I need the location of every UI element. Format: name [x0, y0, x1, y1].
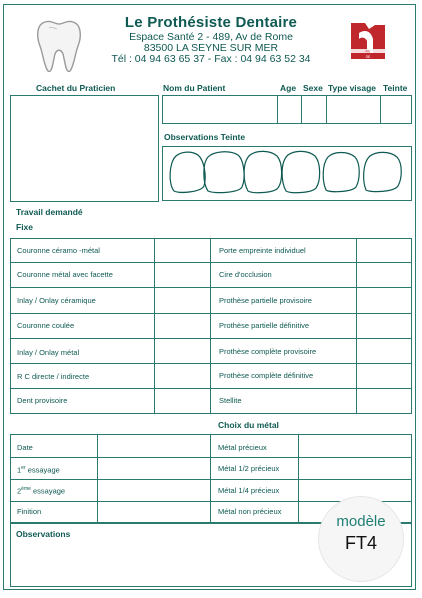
- work-item-partielle-provisoire: Prothèse partielle provisoire: [219, 296, 312, 305]
- age-label: Age: [280, 83, 297, 93]
- choix-metal-label: Choix du métal: [218, 420, 279, 430]
- teinte-divider: [380, 95, 381, 124]
- work-item-partielle-definitive: Prothèse partielle définitive: [219, 321, 310, 330]
- work-grid-row-line: [10, 287, 412, 288]
- cachet-label: Cachet du Praticien: [36, 83, 116, 93]
- work-item-inlay-onlay-ceramique: Inlay / Onlay céramique: [17, 296, 96, 305]
- work-item-couronne-ceramo-metal: Couronne céramo -métal: [17, 246, 100, 255]
- lab-address-city: 83500 LA SEYNE SUR MER: [143, 42, 279, 54]
- work-item-couronne-metal-facette: Couronne métal avec facette: [17, 270, 113, 279]
- patient-info-box: [162, 95, 412, 124]
- teeth-outline-icon: [162, 146, 412, 201]
- age-divider: [277, 95, 278, 124]
- schedule-finition: Finition: [17, 507, 42, 516]
- schedule-grid-row-line: [10, 479, 412, 480]
- teinte-label: Teinte: [383, 83, 408, 93]
- schedule-date: Date: [17, 443, 33, 452]
- lab-phone-fax: Tél : 04 94 63 65 37 - Fax : 04 94 63 52 34: [111, 53, 311, 65]
- work-item-complete-provisoire: Prothèse complète provisoire: [219, 347, 317, 356]
- travail-demande-label: Travail demandé: [16, 207, 83, 217]
- type-visage-label: Type visage: [328, 83, 377, 93]
- metal-demi-precieux: Métal 1/2 précieux: [218, 464, 280, 473]
- schedule-first-fitting: 1er essayage: [17, 465, 60, 475]
- cachet-box[interactable]: [10, 95, 159, 202]
- work-item-porte-empreinte: Porte empreinte individuel: [219, 246, 306, 255]
- metal-quart-precieux: Métal 1/4 précieux: [218, 486, 280, 495]
- schedule-grid-row-line: [10, 457, 412, 458]
- model-badge-label: modèle: [336, 513, 386, 530]
- work-grid-row-line: [10, 262, 412, 263]
- brand-logo-text-top: NE: [365, 49, 371, 54]
- work-grid-row-line: [10, 313, 412, 314]
- work-item-dent-provisoire: Dent provisoire: [17, 396, 68, 405]
- sexe-label: Sexe: [303, 83, 323, 93]
- observations-teinte-label: Observations Teinte: [164, 132, 246, 142]
- schedule-second-fitting: 2ème essayage: [17, 486, 66, 496]
- work-grid-row-line: [10, 338, 412, 339]
- brand-logo-text-bottom: SE: [365, 55, 371, 59]
- sexe-divider: [301, 95, 302, 124]
- model-badge-code: FT4: [344, 533, 377, 553]
- metal-precieux: Métal précieux: [218, 443, 267, 452]
- work-grid-row-line: [10, 363, 412, 364]
- lab-name: Le Prothésiste Dentaire: [124, 14, 298, 31]
- brand-logo-icon: [345, 19, 391, 63]
- model-badge: [318, 496, 404, 582]
- work-item-inlay-onlay-metal: Inlay / Onlay métal: [17, 348, 80, 357]
- work-item-complete-definitive: Prothèse complète définitive: [219, 371, 314, 380]
- observations-label: Observations: [16, 529, 71, 539]
- work-item-cire-occlusion: Cire d'occlusion: [219, 270, 272, 279]
- visage-divider: [326, 95, 327, 124]
- work-item-couronne-coulee: Couronne coulée: [17, 321, 75, 330]
- work-grid-row-line: [10, 388, 412, 389]
- patient-label: Nom du Patient: [163, 83, 226, 93]
- work-item-stellite: Stellite: [219, 396, 242, 405]
- fixe-label: Fixe: [16, 222, 34, 232]
- lab-address-street: Espace Santé 2 - 489, Av de Rome: [129, 31, 293, 43]
- work-item-rc-directe-indirecte: R C directe / indirecte: [17, 372, 90, 381]
- metal-non-precieux: Métal non précieux: [218, 507, 282, 516]
- tooth-logo-icon: [35, 16, 83, 74]
